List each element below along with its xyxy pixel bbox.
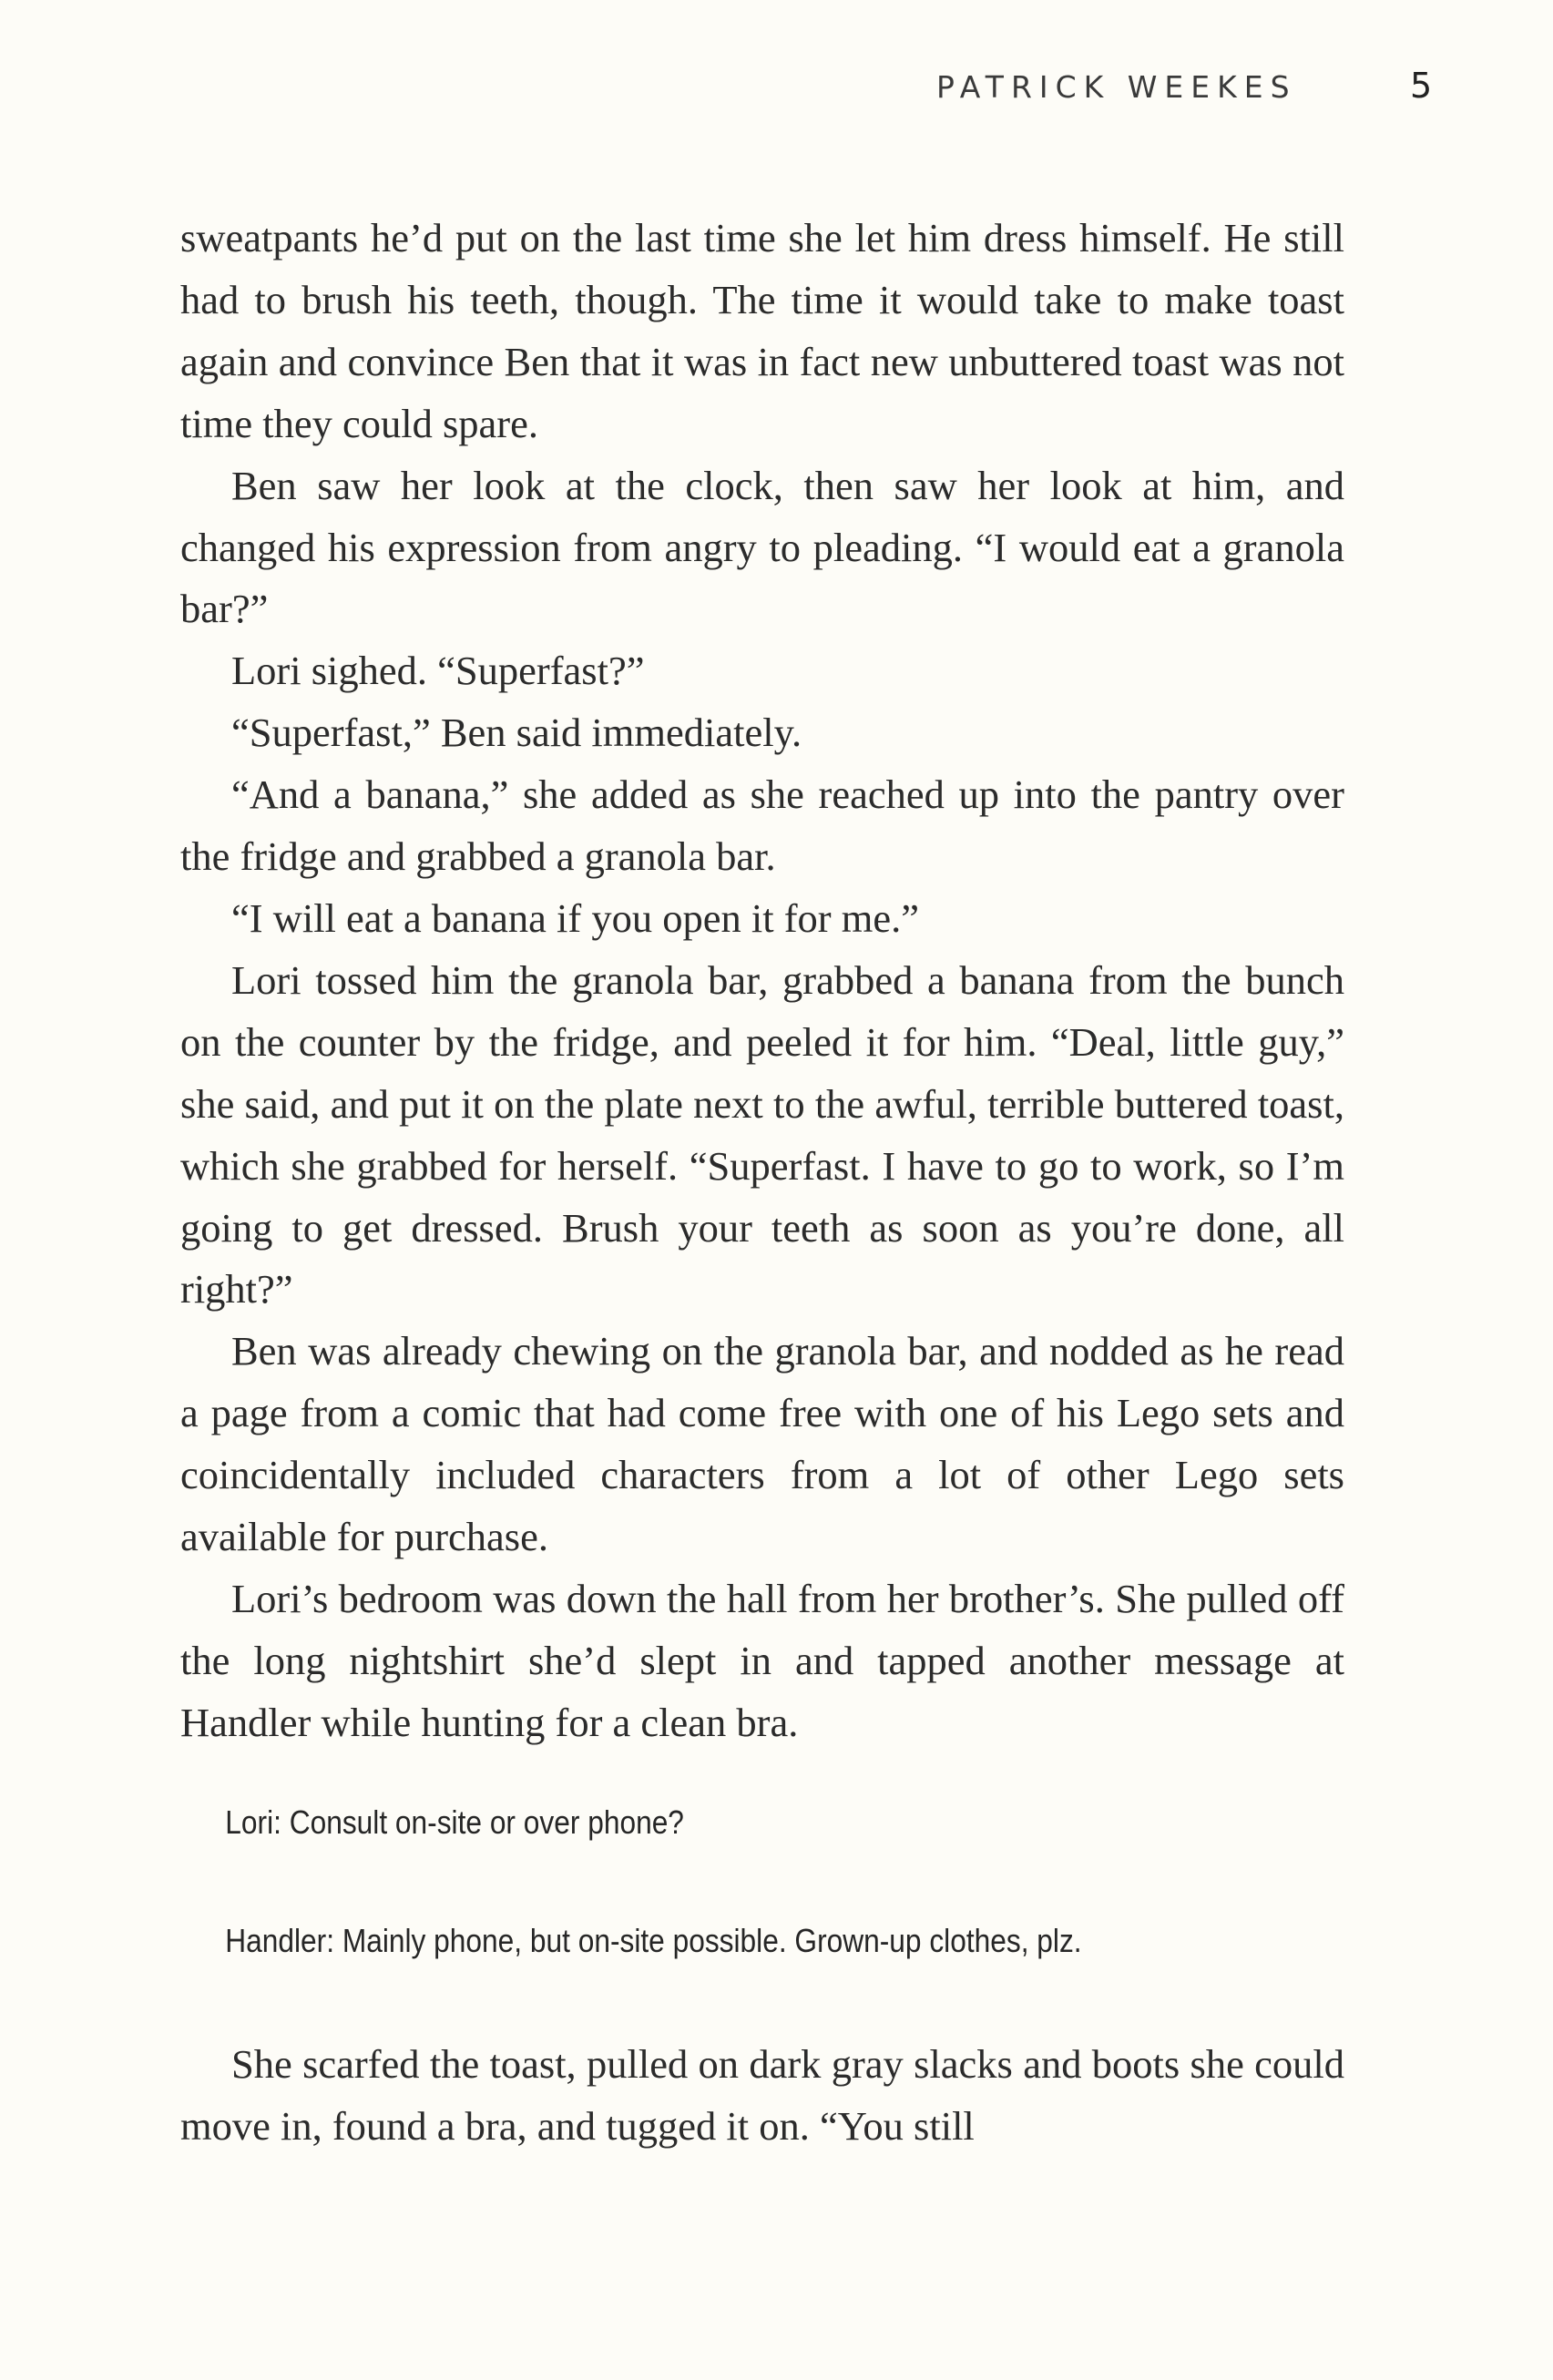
paragraph: “And a banana,” she added as she reached up into the pantry over the fridge and grabbed a granola bar. bbox=[180, 771, 1344, 880]
page-number: 5 bbox=[1410, 66, 1433, 106]
chat-message-lori: Lori: Consult on-site or over phone? bbox=[225, 1803, 684, 1841]
paragraph: Lori sighed. “Superfast?” bbox=[231, 648, 645, 694]
running-head-author: PATRICK WEEKES bbox=[936, 69, 1297, 105]
paragraph: “Superfast,” Ben said immediately. bbox=[231, 710, 802, 756]
paragraph: “I will eat a banana if you open it for me.” bbox=[231, 894, 919, 941]
paragraph-closing: She scarfed the toast, pulled on dark gray slacks and boots she could move in, found a bra, and tugged it on. “You still bbox=[180, 2040, 1344, 2149]
paragraph: Lori’s bedroom was down the hall from her brother’s. She pulled off the long nightshirt she’d slept in and tapped another message at Handler while hunting for a clean bra. bbox=[180, 1575, 1344, 1745]
paragraph: Ben was already chewing on the granola bar, and nodded as he read a page from a comic that had come free with one of his Lego sets and coincidentally included characters from a lot of other Lego sets available for purchase. bbox=[180, 1328, 1344, 1560]
paragraph: Lori tossed him the granola bar, grabbed a banana from the bunch on the counter by the fridge, and peeled it for him. “Deal, little guy,” she said, and put it on the plate next to the awful, terrible buttered toast, which she grabbed for herself. “Superfast. I have to go to work, so I’m going to get dressed. Brush your teeth as soon as you’re done, all right?” bbox=[180, 956, 1344, 1313]
paragraph: Ben saw her look at the clock, then saw her look at him, and changed his expression from angry to pleading. “I would eat a granola bar?” bbox=[180, 462, 1344, 632]
chat-message-handler: Handler: Mainly phone, but on-site possible. Grown-up clothes, plz. bbox=[225, 1921, 1082, 1959]
paragraph-continued: sweatpants he’d put on the last time she let him dress himself. He still had to brush his teeth, though. The time it would take to make toast again and convince Ben that it was in fact new unbuttered toast was not time they could spare. bbox=[180, 215, 1344, 446]
body-text bbox=[180, 208, 1344, 2157]
